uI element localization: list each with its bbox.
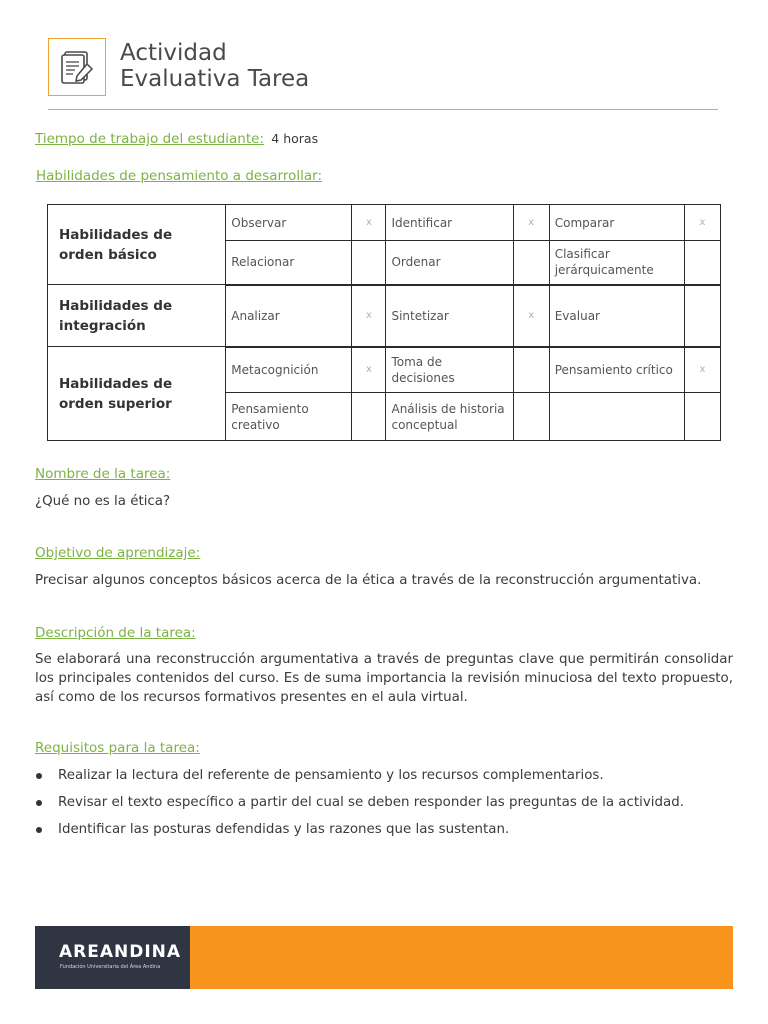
skill-mark bbox=[684, 241, 720, 285]
time-line bbox=[35, 131, 318, 147]
skill-mark bbox=[513, 393, 549, 441]
skill-mark: x bbox=[352, 285, 386, 347]
task-name-value: ¿Qué no es la ética? bbox=[35, 494, 171, 509]
skill-label: Clasificar jerárquicamente bbox=[549, 241, 684, 285]
category-superior: Habilidades de orden superior bbox=[48, 347, 226, 441]
description-heading bbox=[35, 625, 196, 641]
skill-mark: x bbox=[684, 205, 720, 241]
page-title-line1: Actividad bbox=[120, 40, 227, 66]
objective-heading-text: Objetivo de aprendizaje: bbox=[35, 545, 201, 561]
skill-label: Análisis de historia conceptual bbox=[386, 393, 513, 441]
page-title-line2: Evaluativa Tarea bbox=[120, 66, 310, 92]
skill-label: Metacognición bbox=[226, 347, 352, 393]
skill-label: Comparar bbox=[549, 205, 684, 241]
skill-mark bbox=[513, 347, 549, 393]
task-name-heading-text: Nombre de la tarea: bbox=[35, 466, 171, 482]
objective-value: Precisar algunos conceptos básicos acerca de la ética a través de la reconstrucción argumentativa. bbox=[35, 573, 702, 588]
description-value: Se elaborará una reconstrucción argumentativa a través de preguntas clave que permitirán consolidar los principales contenidos del curso. Es de suma importancia la revisión minuciosa del texto propuesto, así como de los recursos formativos presentes en el aula virtual. bbox=[35, 652, 733, 705]
skill-label bbox=[549, 393, 684, 441]
skill-label: Identificar bbox=[386, 205, 513, 241]
requirements-list bbox=[35, 766, 684, 847]
skills-heading bbox=[36, 168, 322, 184]
category-basic: Habilidades de orden básico bbox=[48, 205, 226, 285]
skill-label: Pensamiento creativo bbox=[226, 393, 352, 441]
skill-label: Toma de decisiones bbox=[386, 347, 513, 393]
skill-mark bbox=[352, 393, 386, 441]
skill-label: Ordenar bbox=[386, 241, 513, 285]
skill-mark bbox=[684, 393, 720, 441]
time-label: Tiempo de trabajo del estudiante: bbox=[35, 131, 264, 147]
page-header bbox=[48, 38, 718, 110]
skill-label: Observar bbox=[226, 205, 352, 241]
brand-subtitle: Fundación Universitaria del Área Andina bbox=[60, 964, 161, 970]
task-name-heading bbox=[35, 466, 170, 482]
brand-name: AREANDINA bbox=[59, 942, 182, 962]
skill-label: Relacionar bbox=[226, 241, 352, 285]
skill-mark: x bbox=[352, 347, 386, 393]
skill-mark bbox=[513, 241, 549, 285]
skill-label: Pensamiento crítico bbox=[549, 347, 684, 393]
skill-mark: x bbox=[513, 285, 549, 347]
skill-mark bbox=[352, 241, 386, 285]
footer-bar bbox=[35, 926, 733, 989]
skills-table bbox=[47, 204, 721, 441]
footer-logo bbox=[35, 926, 190, 989]
skill-label: Analizar bbox=[226, 285, 352, 347]
requirements-heading bbox=[35, 740, 200, 756]
skill-label: Evaluar bbox=[549, 285, 684, 347]
skill-mark: x bbox=[513, 205, 549, 241]
description-heading-text: Descripción de la tarea: bbox=[35, 625, 196, 641]
skill-label: Sintetizar bbox=[386, 285, 513, 347]
skill-mark: x bbox=[684, 347, 720, 393]
document-pencil-icon bbox=[57, 47, 97, 87]
skills-heading-text: Habilidades de pensamiento a desarrollar: bbox=[36, 168, 323, 184]
objective-heading bbox=[35, 545, 200, 561]
list-item: Identificar las posturas defendidas y las razones que las sustentan. bbox=[35, 820, 684, 847]
skill-mark: x bbox=[352, 205, 386, 241]
list-item: Realizar la lectura del referente de pensamiento y los recursos complementarios. bbox=[35, 766, 684, 793]
category-integration: Habilidades de integración bbox=[48, 285, 226, 347]
skill-mark bbox=[684, 285, 720, 347]
list-item: Revisar el texto específico a partir del cual se deben responder las preguntas de la actividad. bbox=[35, 793, 684, 820]
time-value: 4 horas bbox=[271, 131, 319, 146]
header-logo bbox=[48, 38, 106, 96]
requirements-heading-text: Requisitos para la tarea: bbox=[35, 740, 200, 756]
